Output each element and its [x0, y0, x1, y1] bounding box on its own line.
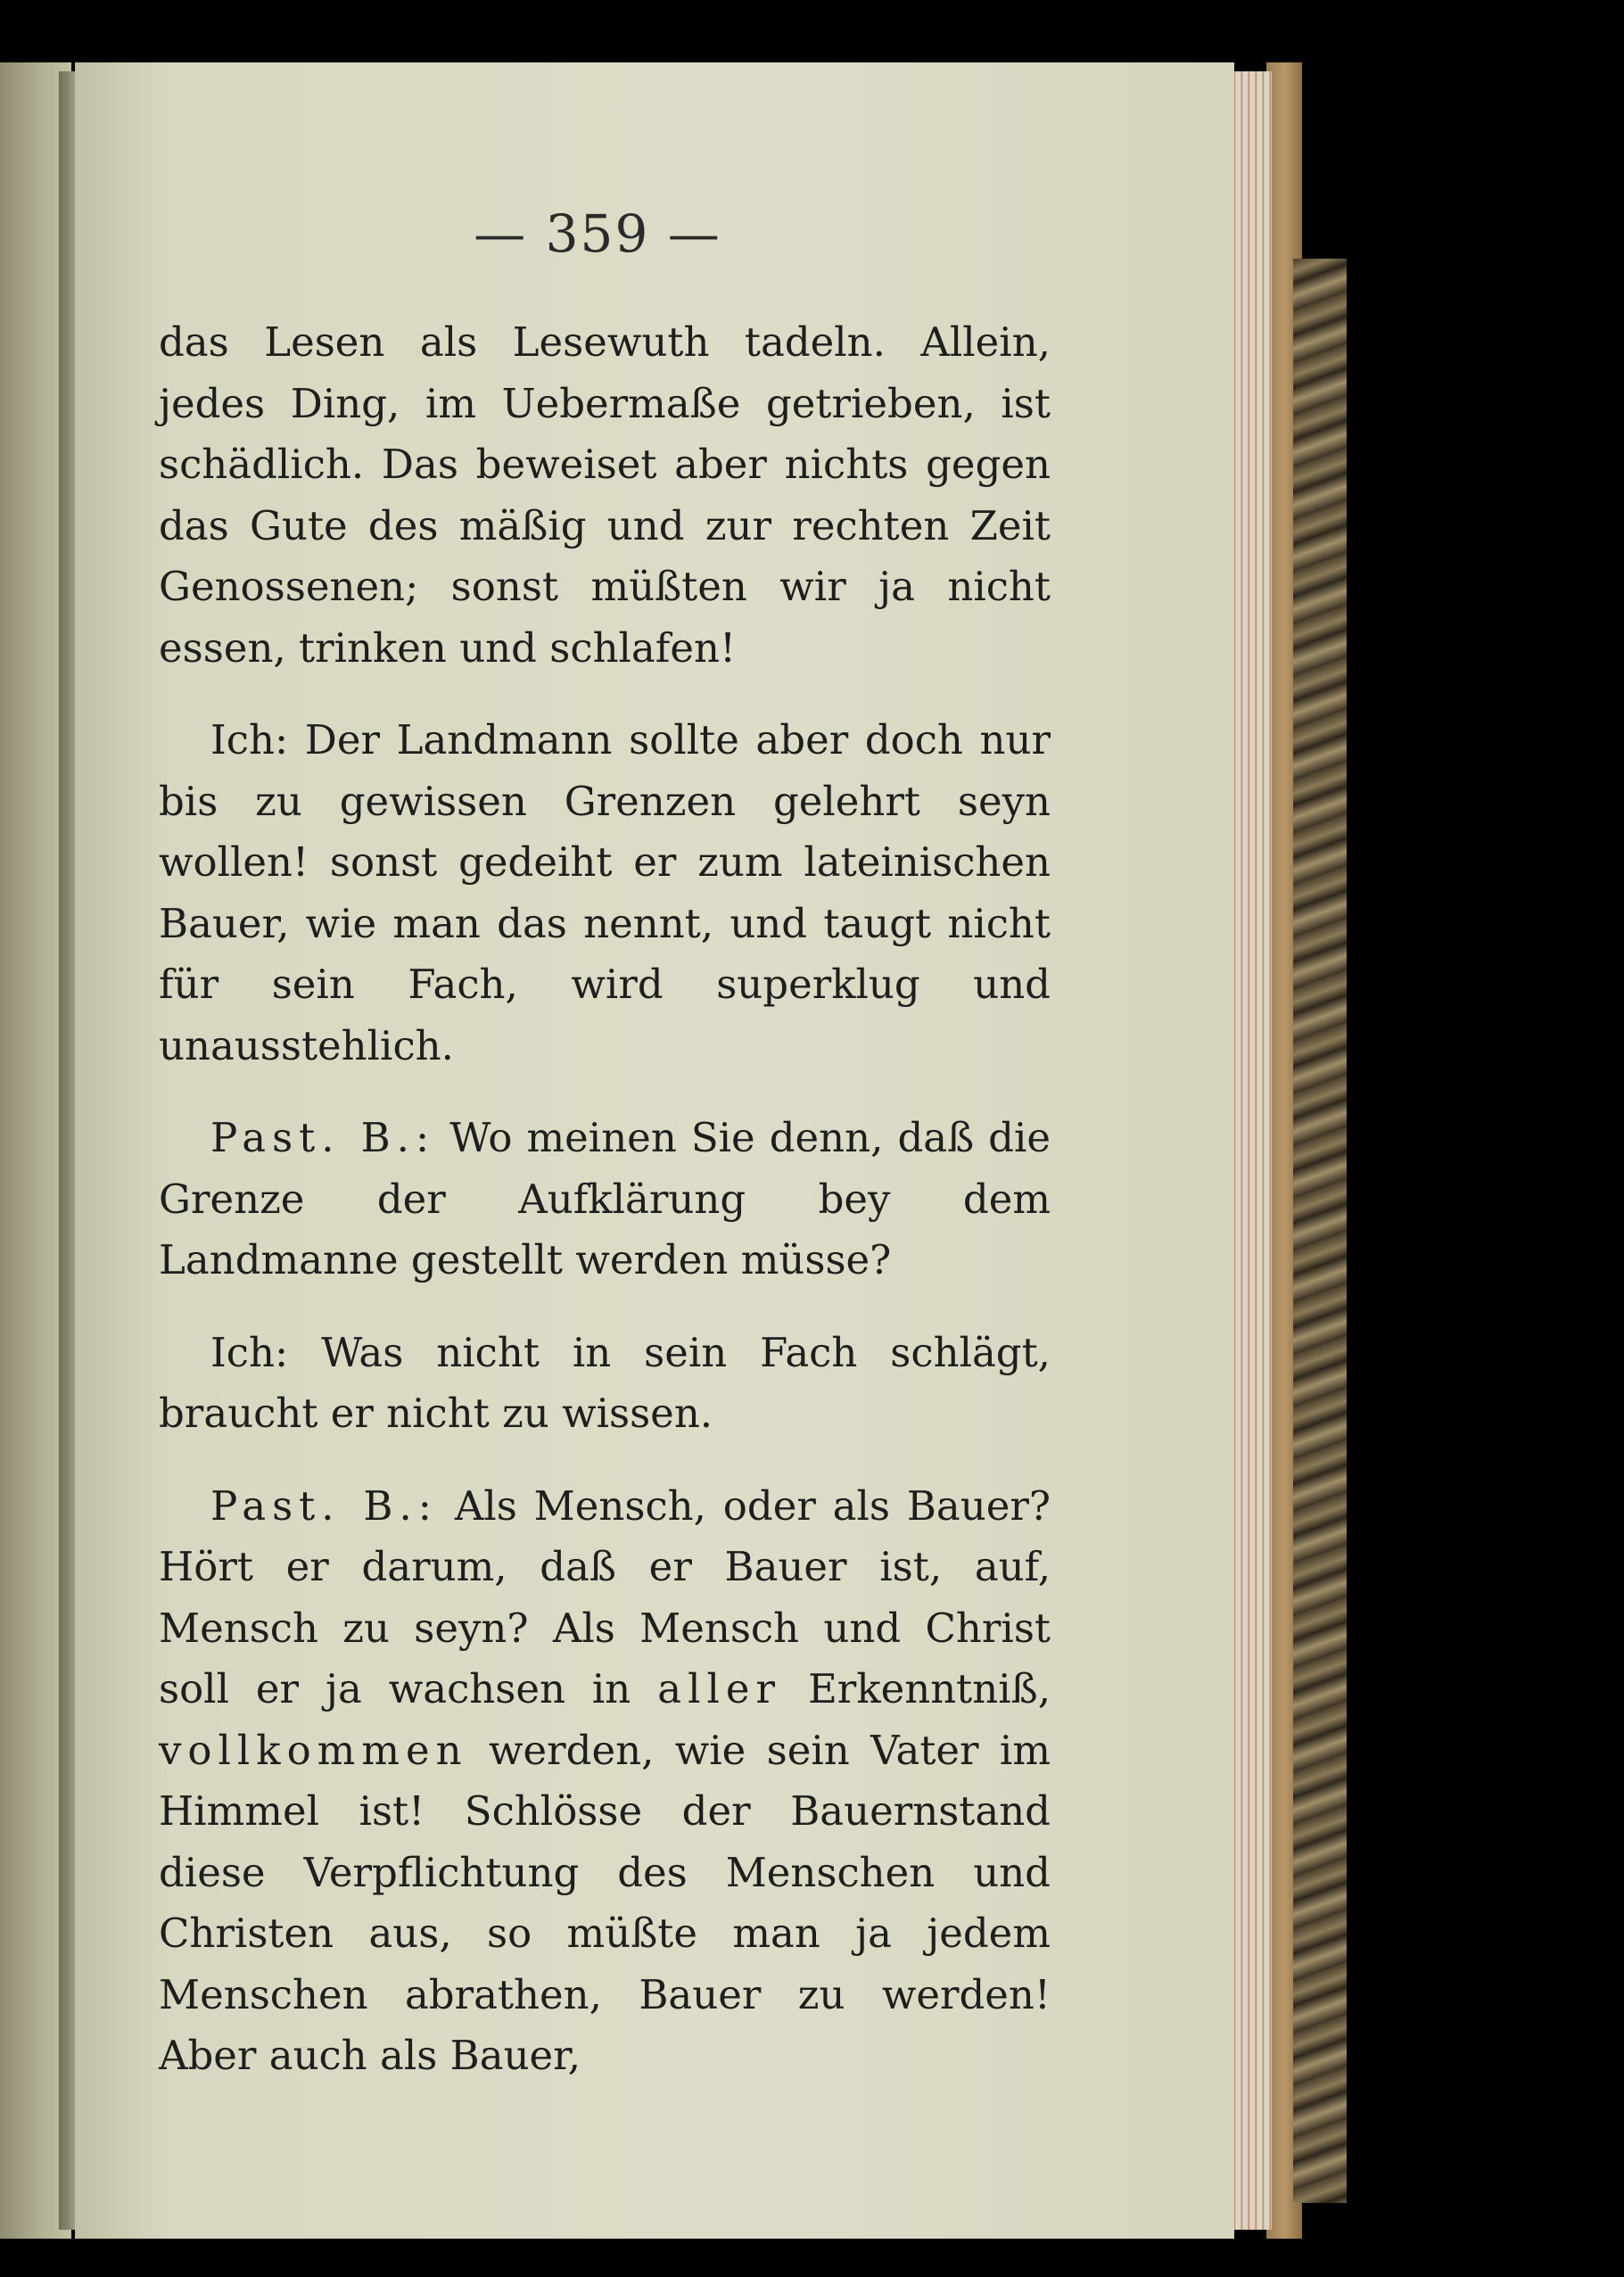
paragraph-text: das Lesen als Lesewuth tadeln. Allein, jedes Ding, im Uebermaße getrieben, ist schädlich. Das beweiset aber nichts gegen das Gute des mäßig und zur rechten Zeit Genossenen; sonst müßten wir ja nicht essen, trinken und schlafen!	[159, 318, 1051, 672]
page-stack-edge	[1229, 71, 1272, 2230]
page-number: — 359 —	[474, 203, 721, 264]
paragraph-4	[159, 1323, 1051, 1445]
paragraph-text: Der Landmann sollte aber doch nur bis zu gewissen Grenzen gelehrt seyn wollen! sonst gedeiht er zum lateinischen Bauer, wie man das nennt, und taugt nicht für sein Fach, wird superklug und unausstehlich.	[159, 716, 1051, 1069]
paragraph-text: Als Mensch, oder als Bauer? Hört er darum, daß er Bauer ist, auf, Mensch zu seyn? Als Mensch und Christ soll er ja wachsen in	[159, 1481, 1051, 1712]
speaker-label: Ich:	[210, 1328, 289, 1376]
paragraph-text: Was nicht in sein Fach schlägt, braucht er nicht zu wissen.	[159, 1328, 1051, 1437]
paragraph-text: Wo meinen Sie denn, daß die Grenze der Aufklärung bey dem Landmanne gestellt werden müsse?	[159, 1114, 1051, 1283]
speaker-label: Past. B.:	[210, 1481, 438, 1530]
paragraph-text: werden, wie sein Vater im Himmel ist! Schlösse der Bauernstand diese Verpflichtung des Menschen und Christen aus, so müßte man ja jedem Menschen abrathen, Bauer zu werden! Aber auch als Bauer,	[159, 1726, 1051, 2079]
speaker-label: Ich:	[210, 716, 289, 763]
speaker-label: Past. B.:	[210, 1114, 436, 1161]
paragraph-3	[159, 1108, 1051, 1291]
marbled-edge	[1293, 259, 1347, 2203]
paragraph-1	[159, 312, 1051, 679]
emphasized-word: aller	[657, 1665, 781, 1712]
paragraph-2	[159, 710, 1051, 1077]
book-gutter	[59, 71, 75, 2230]
emphasized-word: vollkommen	[159, 1726, 468, 1774]
paragraph-text: Erkenntniß,	[807, 1665, 1051, 1712]
paragraph-5	[159, 1476, 1051, 2087]
page-body	[159, 312, 1051, 2118]
